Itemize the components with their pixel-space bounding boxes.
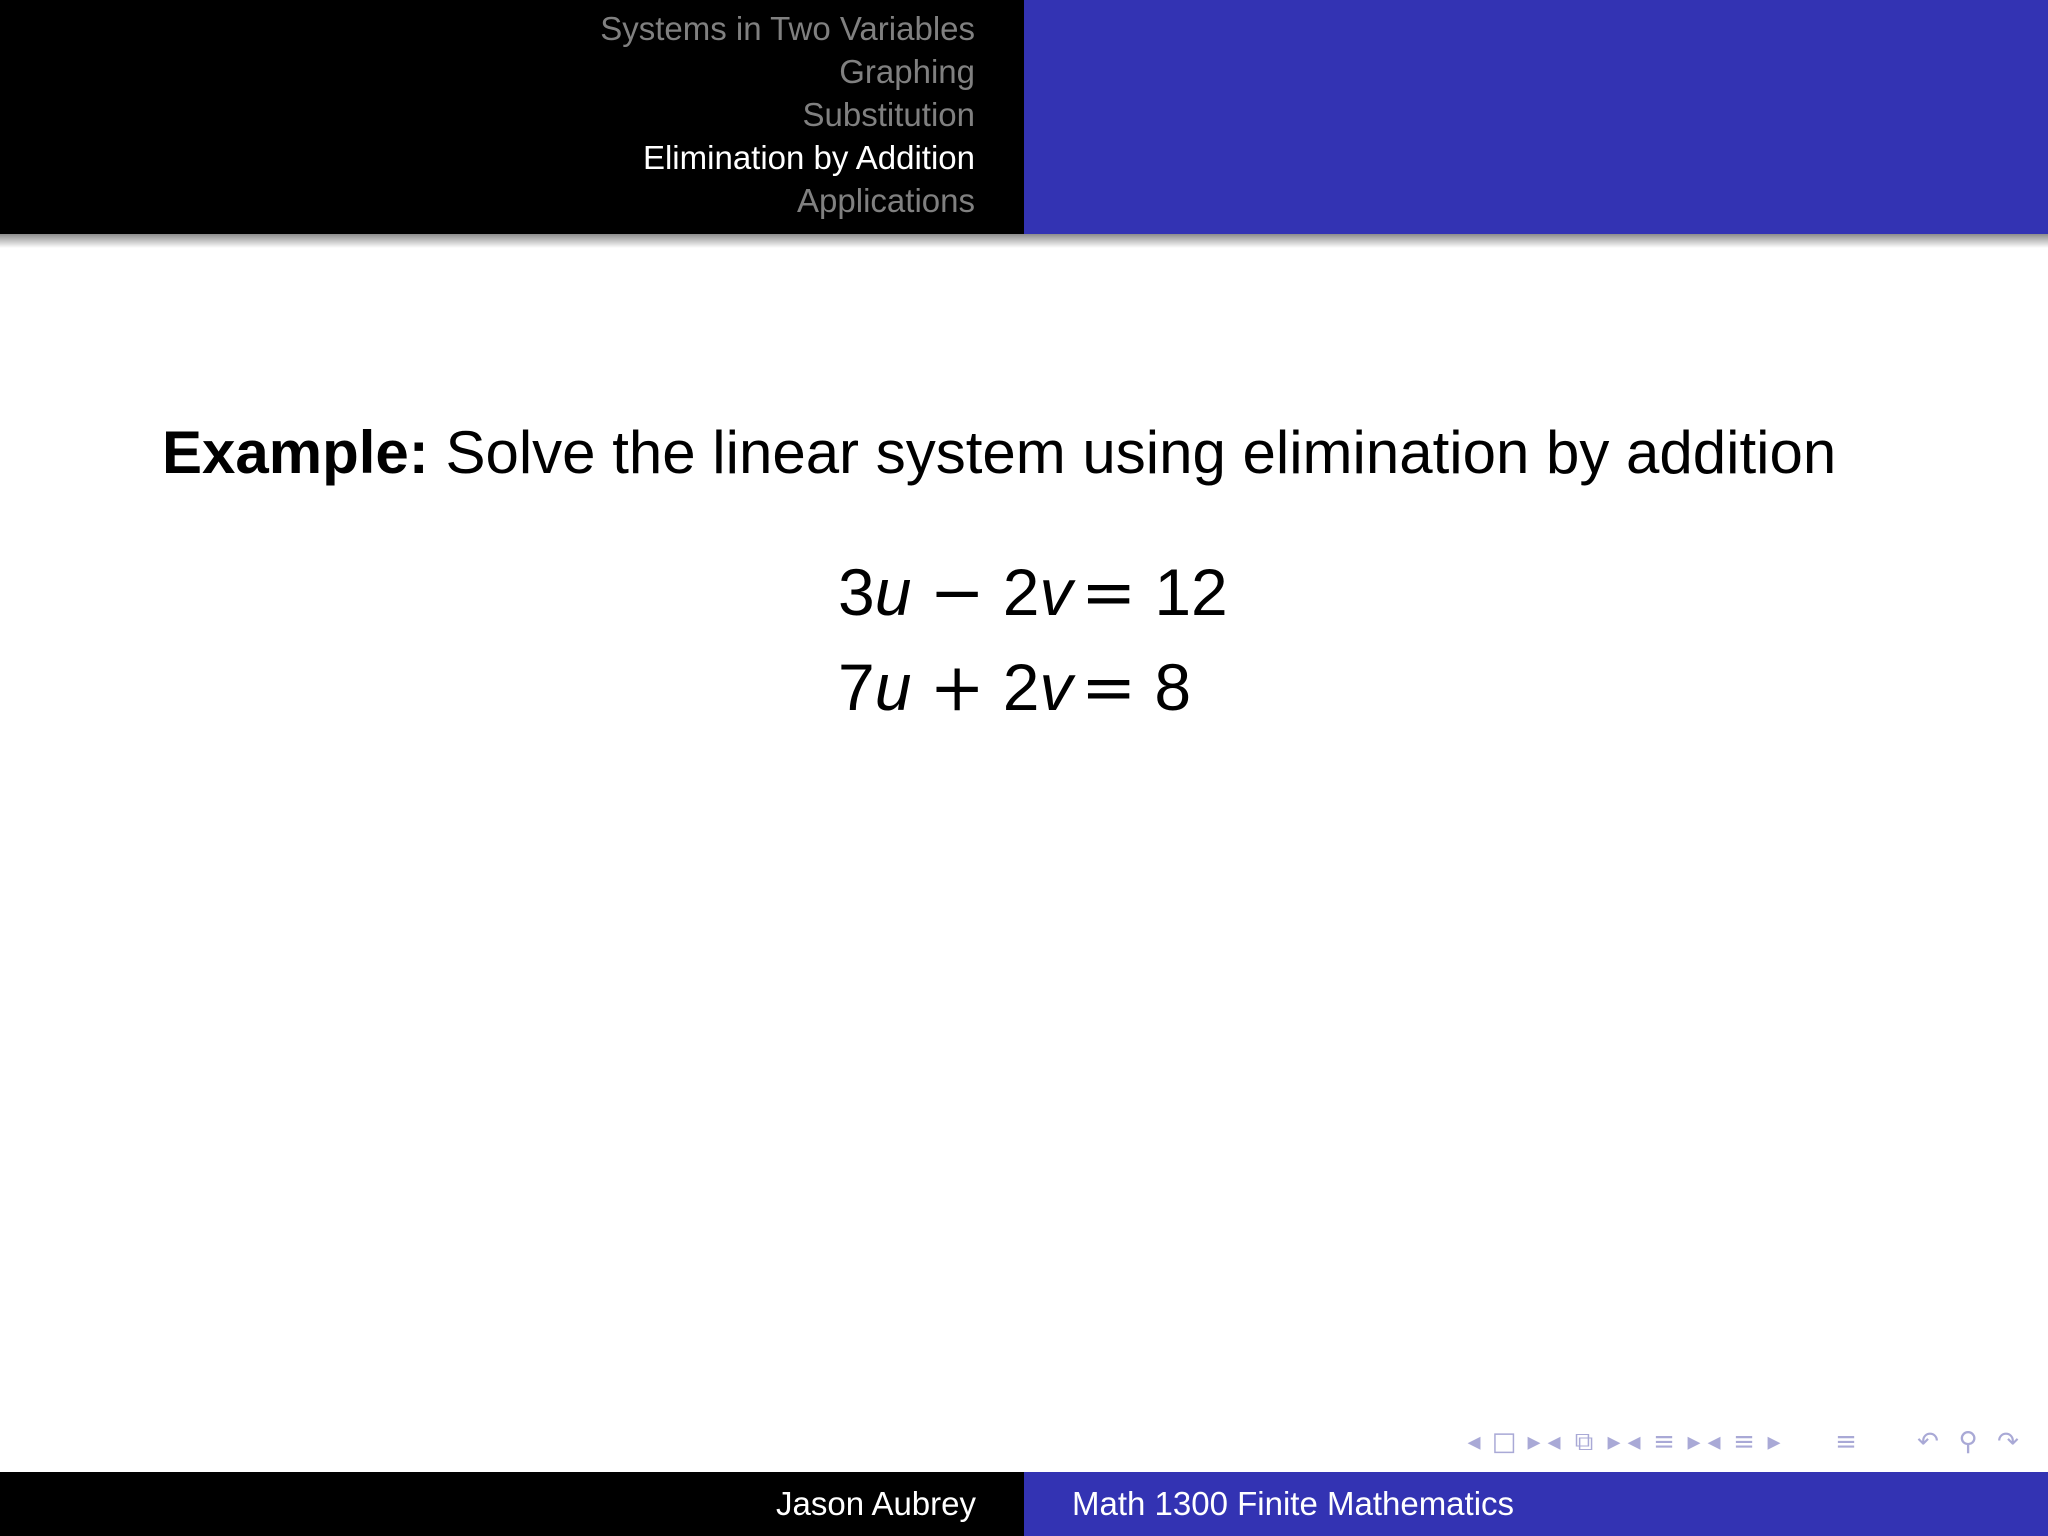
right-arrow-icon[interactable]: ▸ (1607, 1427, 1621, 1457)
left-arrow-icon[interactable]: ◂ (1627, 1427, 1641, 1457)
variable: v (1039, 555, 1073, 629)
right-arrow-icon[interactable]: ▸ (1687, 1427, 1701, 1457)
example-statement (162, 416, 1836, 490)
coefficient: 7 (838, 650, 875, 724)
variable: u (874, 555, 912, 629)
undo-icon[interactable]: ↶ (1917, 1427, 1939, 1457)
header-navigation-panel (0, 0, 1024, 234)
equation-system (838, 554, 1228, 744)
coefficient: 3 (838, 555, 875, 629)
section-icon[interactable]: ≡ (1733, 1427, 1755, 1457)
footer-author: Jason Aubrey (0, 1472, 1024, 1536)
nav-item-graphing[interactable]: Graphing (839, 53, 975, 90)
nav-item-substitution[interactable]: Substitution (802, 96, 975, 133)
operator: − (929, 554, 985, 631)
equation-rhs: 8 (1154, 650, 1192, 724)
nav-item-systems-in-two-variables[interactable]: Systems in Two Variables (600, 10, 975, 47)
header (0, 0, 2048, 234)
variable: u (874, 650, 912, 724)
right-arrow-icon[interactable]: ▸ (1767, 1427, 1781, 1457)
equals-sign: = (1081, 649, 1137, 726)
coefficient: 2 (1002, 650, 1040, 724)
header-shadow (0, 234, 2048, 248)
left-arrow-icon[interactable]: ◂ (1547, 1427, 1561, 1457)
equation-rhs: 12 (1154, 555, 1228, 629)
subsection-icon[interactable]: ⧉ (1574, 1427, 1594, 1457)
redo-icon[interactable]: ↷ (1997, 1427, 2019, 1457)
right-arrow-icon[interactable]: ▸ (1527, 1427, 1541, 1457)
footer-course-title: Math 1300 Finite Mathematics (1024, 1472, 2048, 1536)
example-text: Solve the linear system using elimination by addition (445, 419, 1837, 486)
section-icon[interactable]: ≡ (1653, 1427, 1675, 1457)
nav-item-elimination-by-addition[interactable]: Elimination by Addition (642, 139, 975, 176)
header-blue-panel (1024, 0, 2048, 234)
coefficient: 2 (1002, 555, 1040, 629)
equation-lhs (838, 649, 1073, 726)
nav-item-applications[interactable]: Applications (797, 182, 975, 219)
footer (0, 1472, 2048, 1536)
equals-sign: = (1081, 554, 1137, 631)
operator: + (929, 649, 985, 726)
document-icon[interactable]: ≡ (1835, 1427, 1857, 1457)
equation-lhs (838, 554, 1073, 631)
section-nav-list (600, 7, 975, 222)
navigation-symbols (1464, 1424, 2028, 1460)
variable: v (1039, 650, 1073, 724)
equation-row (838, 554, 1228, 649)
frame-icon[interactable]: □ (1491, 1427, 1517, 1457)
equation-row (838, 649, 1228, 744)
left-arrow-icon[interactable]: ◂ (1707, 1427, 1721, 1457)
example-label: Example: (162, 419, 429, 486)
left-arrow-icon[interactable]: ◂ (1467, 1427, 1481, 1457)
search-icon[interactable]: ⚲ (1958, 1427, 1978, 1457)
